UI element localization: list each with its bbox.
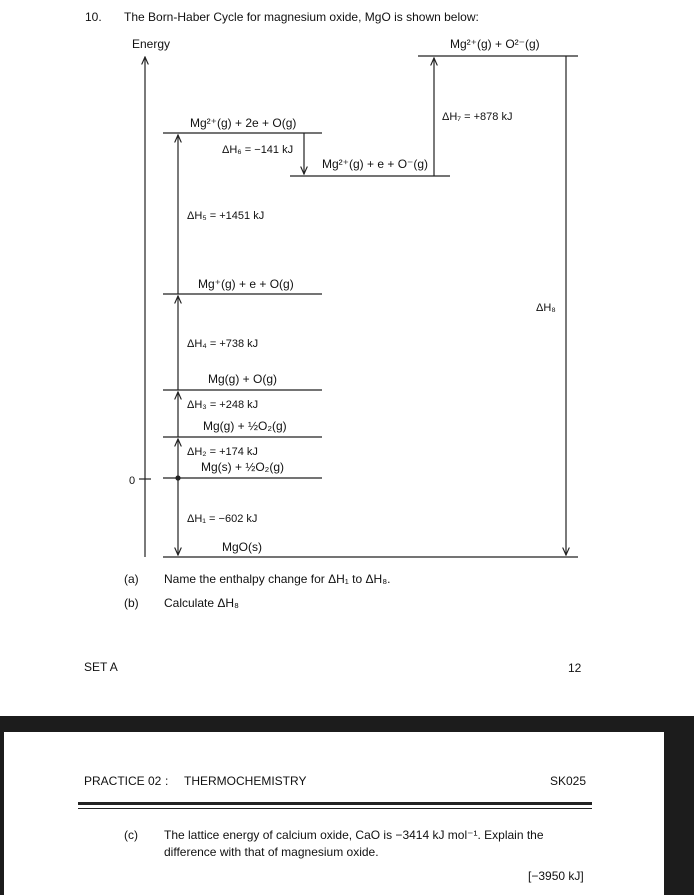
part-a-label: (a) xyxy=(124,572,139,586)
part-a-text: Name the enthalpy change for ΔH₁ to ΔH₈. xyxy=(164,572,391,586)
header-separator: : xyxy=(165,774,169,788)
dh5-label: ΔH₅ = +1451 kJ xyxy=(187,210,265,222)
level-label-mg-o: Mg(g) + O(g) xyxy=(208,372,278,386)
part-c-text-line2: difference with that of magnesium oxide. xyxy=(164,845,379,859)
energy-axis-label: Energy xyxy=(132,37,171,51)
practice-label: PRACTICE 02 xyxy=(84,774,162,788)
origin-dot xyxy=(175,475,180,480)
part-c-label: (c) xyxy=(124,828,138,842)
dh3-label: ΔH₃ = +248 kJ xyxy=(187,399,259,411)
page-number: 12 xyxy=(568,661,582,675)
set-label: SET A xyxy=(84,660,118,674)
part-b-label: (b) xyxy=(124,596,139,610)
dh6-label: ΔH₆ = −141 kJ xyxy=(222,144,294,156)
header-rule-thick xyxy=(78,802,592,805)
dh1-label: ΔH₁ = −602 kJ xyxy=(187,513,258,525)
part-c-answer: [−3950 kJ] xyxy=(528,869,584,883)
dh2-label: ΔH₂ = +174 kJ xyxy=(187,446,258,458)
question-intro: The Born-Haber Cycle for magnesium oxide, MgO is shown below: xyxy=(124,10,479,24)
worksheet-page-13 xyxy=(4,732,664,895)
zero-label: 0 xyxy=(129,475,136,487)
part-c-text-line1: The lattice energy of calcium oxide, CaO is −3414 kJ mol⁻¹. Explain the xyxy=(164,828,544,842)
dh4-label: ΔH₄ = +738 kJ xyxy=(187,338,259,350)
part-b-text: Calculate ΔH₈ xyxy=(164,596,240,610)
level-label-mg2-2e: Mg²⁺(g) + 2e + O(g) xyxy=(190,116,297,130)
level-label-mg2-ominus: Mg²⁺(g) + e + O⁻(g) xyxy=(322,157,429,171)
level-label-mgo: MgO(s) xyxy=(222,540,262,554)
header-rule-thin xyxy=(78,808,592,809)
level-label-mgs: Mg(s) + ½O₂(g) xyxy=(201,460,285,474)
dh8-label: ΔH₈ xyxy=(536,302,556,314)
level-label-mg-half-o2: Mg(g) + ½O₂(g) xyxy=(203,419,287,433)
level-label-mgplus: Mg⁺(g) + e + O(g) xyxy=(198,277,294,291)
question-number: 10. xyxy=(85,10,102,24)
dh7-label: ΔH₇ = +878 kJ xyxy=(442,111,513,123)
level-label-top: Mg²⁺(g) + O²⁻(g) xyxy=(450,37,540,51)
course-code: SK025 xyxy=(550,774,587,788)
topic-label: THERMOCHEMISTRY xyxy=(184,774,307,788)
